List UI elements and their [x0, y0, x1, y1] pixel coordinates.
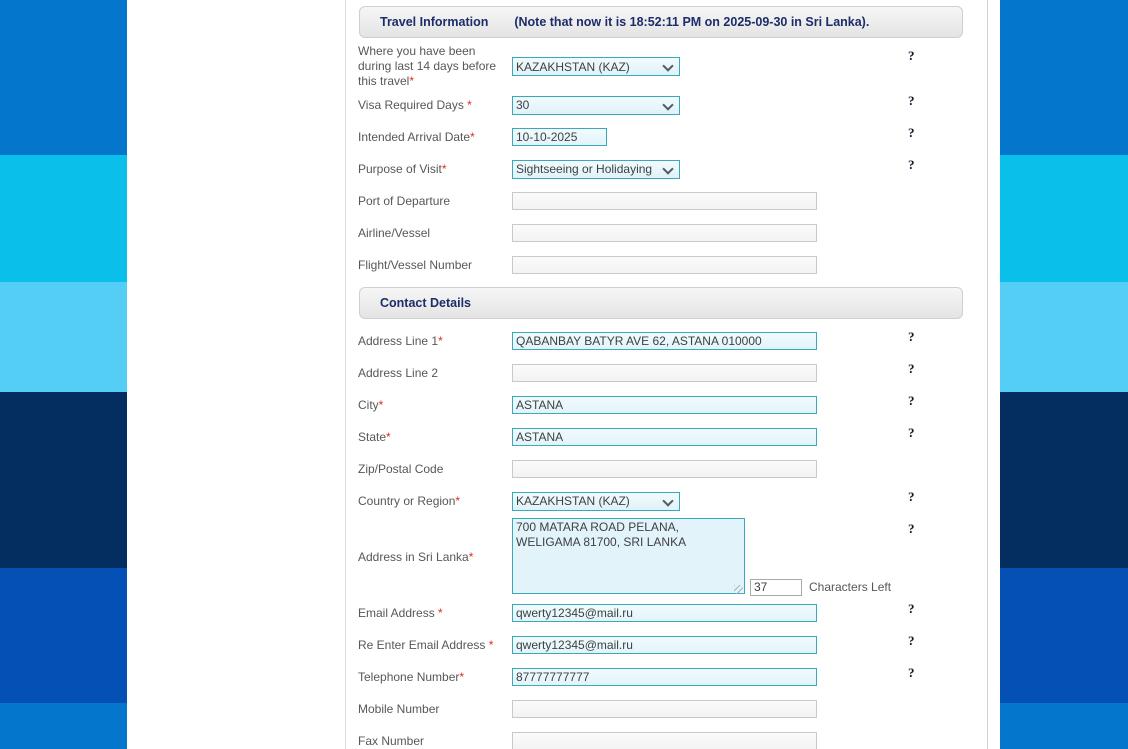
- field-help-mobile-number: [908, 693, 987, 697]
- email-address-input[interactable]: [512, 604, 817, 622]
- field-row-address-line-1: [346, 325, 987, 357]
- field-control-zip-postal-code: [512, 460, 908, 478]
- field-label-text: Flight/Vessel Number: [358, 257, 473, 272]
- visa-days-select-wrap: [512, 96, 680, 115]
- field-label-purpose: [358, 162, 512, 177]
- field-label-text: Intended Arrival Date: [358, 129, 471, 144]
- field-label-text: Address Line 2: [358, 365, 439, 380]
- stripe-navy: [1000, 392, 1128, 568]
- field-label-text: Where you have been during last 14 days before this travel: [358, 44, 497, 88]
- required-asterisk: *: [467, 97, 472, 112]
- characters-left-input[interactable]: [750, 579, 802, 596]
- flight-vessel-number-input: [512, 256, 817, 274]
- application-form-panel: [345, 0, 988, 749]
- help-icon[interactable]: ?: [908, 48, 915, 63]
- field-control-fax-number: [512, 732, 908, 749]
- field-row-address-sri-lanka: [346, 517, 987, 597]
- stripe-royal: [0, 568, 127, 703]
- telephone-number-input[interactable]: [512, 668, 817, 686]
- help-icon[interactable]: ?: [908, 157, 915, 172]
- field-label-text: Telephone Number: [358, 669, 460, 684]
- field-help-arrival-date: [908, 121, 987, 141]
- field-label-text: Email Address: [358, 605, 439, 620]
- section-title: Travel Information: [380, 15, 489, 29]
- stripe-royal: [1000, 568, 1128, 703]
- field-row-flight-vessel-number: [346, 249, 987, 281]
- where-been-select[interactable]: [512, 57, 680, 76]
- characters-left-label: Characters Left: [809, 580, 892, 594]
- field-row-state: [346, 421, 987, 453]
- required-asterisk: *: [438, 333, 443, 348]
- stripe-sky: [1000, 282, 1128, 392]
- address-sri-lanka-textarea-wrap: [512, 518, 745, 597]
- field-label-text: Fax Number: [358, 733, 425, 748]
- field-help-port-departure: [908, 185, 987, 189]
- field-label-text: State: [358, 429, 387, 444]
- required-asterisk: *: [409, 74, 415, 88]
- help-icon[interactable]: ?: [908, 489, 915, 504]
- required-asterisk: *: [438, 605, 443, 620]
- field-control-re-enter-email: [512, 636, 908, 654]
- field-help-where-been: [908, 44, 987, 64]
- city-input[interactable]: [512, 396, 817, 414]
- field-label-state: [358, 430, 512, 445]
- left-stripe-band: [0, 0, 127, 749]
- field-control-state: [512, 428, 908, 446]
- field-row-address-line-2: [346, 357, 987, 389]
- airline-vessel-input: [512, 224, 817, 242]
- required-asterisk: *: [488, 637, 494, 652]
- where-been-select-wrap: [512, 57, 680, 76]
- field-help-address-line-2: [908, 357, 987, 377]
- field-help-visa-days: [908, 89, 987, 109]
- stripe-cyan: [1000, 155, 1128, 282]
- field-control-airline-vessel: [512, 224, 908, 242]
- field-control-city: [512, 396, 908, 414]
- field-label-text: Airline/Vessel: [358, 225, 431, 240]
- characters-left-group: [750, 579, 891, 596]
- field-label-text: Address Line 1: [358, 333, 439, 348]
- field-help-telephone-number: [908, 661, 987, 681]
- field-label-text: Re Enter Email Address: [358, 637, 489, 652]
- field-help-state: [908, 421, 987, 441]
- required-asterisk: *: [459, 669, 465, 684]
- stripe-azure: [1000, 0, 1128, 155]
- field-row-email-address: [346, 597, 987, 629]
- required-asterisk: *: [378, 397, 384, 412]
- field-control-address-line-2: [512, 364, 908, 382]
- field-control-country-region: [512, 492, 908, 511]
- field-help-address-line-1: [908, 325, 987, 345]
- help-icon[interactable]: ?: [908, 665, 915, 680]
- stripe-azure-2: [0, 703, 127, 749]
- help-icon[interactable]: ?: [908, 393, 915, 408]
- field-label-text: Zip/Postal Code: [358, 461, 444, 476]
- field-label-email-address: [358, 606, 512, 621]
- required-asterisk: *: [455, 493, 461, 508]
- stripe-navy: [0, 392, 127, 568]
- fax-number-input: [512, 732, 817, 749]
- purpose-select[interactable]: [512, 160, 680, 179]
- section-rows-contact-details: [346, 322, 987, 749]
- address-line-2-input: [512, 364, 817, 382]
- section-rows-travel-information: [346, 41, 987, 281]
- field-control-telephone-number: [512, 668, 908, 686]
- field-control-port-departure: [512, 192, 908, 210]
- field-control-address-sri-lanka: [512, 518, 908, 597]
- stripe-azure-2: [1000, 703, 1128, 749]
- stripe-sky: [0, 282, 127, 392]
- field-row-purpose: [346, 153, 987, 185]
- field-help-purpose: [908, 153, 987, 173]
- field-label-mobile-number: [358, 702, 512, 717]
- section-title: Contact Details: [380, 296, 471, 310]
- help-icon[interactable]: ?: [908, 425, 915, 440]
- field-label-text: Port of Departure: [358, 193, 451, 208]
- field-row-mobile-number: [346, 693, 987, 725]
- field-row-telephone-number: [346, 661, 987, 693]
- field-row-zip-postal-code: [346, 453, 987, 485]
- address-sri-lanka-textarea[interactable]: [512, 518, 745, 594]
- field-control-mobile-number: [512, 700, 908, 718]
- help-icon[interactable]: ?: [908, 361, 915, 376]
- field-control-arrival-date: [512, 128, 908, 146]
- field-control-visa-days: [512, 96, 908, 115]
- field-label-arrival-date: [358, 130, 512, 145]
- required-asterisk: *: [441, 161, 447, 176]
- purpose-select-wrap: [512, 160, 680, 179]
- field-row-re-enter-email: [346, 629, 987, 661]
- address-line-1-input[interactable]: [512, 332, 817, 350]
- re-enter-email-input[interactable]: [512, 636, 817, 654]
- field-row-visa-days: [346, 89, 987, 121]
- right-stripe-band: [1000, 0, 1128, 749]
- field-label-text: Country or Region: [358, 493, 456, 508]
- field-row-where-been: [346, 44, 987, 89]
- field-label-text: City: [358, 397, 379, 412]
- field-row-fax-number: [346, 725, 987, 749]
- field-help-re-enter-email: [908, 629, 987, 649]
- field-label-fax-number: [358, 734, 512, 749]
- mobile-number-input: [512, 700, 817, 718]
- field-label-port-departure: [358, 194, 512, 209]
- zip-postal-code-input: [512, 460, 817, 478]
- field-label-telephone-number: [358, 670, 512, 685]
- field-label-flight-vessel-number: [358, 258, 512, 273]
- help-icon[interactable]: ?: [908, 521, 915, 536]
- stripe-azure: [0, 0, 127, 155]
- country-region-select-wrap: [512, 492, 680, 511]
- section-header-travel-information: [359, 6, 963, 38]
- state-input[interactable]: [512, 428, 817, 446]
- section-header-contact-details: [359, 287, 963, 319]
- field-help-fax-number: [908, 725, 987, 729]
- field-label-visa-days: [358, 98, 512, 113]
- help-icon[interactable]: ?: [908, 601, 915, 616]
- field-label-text: Mobile Number: [358, 701, 440, 716]
- field-help-flight-vessel-number: [908, 249, 987, 253]
- form-sections: [346, 6, 987, 749]
- field-control-purpose: [512, 160, 908, 179]
- field-label-zip-postal-code: [358, 462, 512, 477]
- arrival-date-input[interactable]: [512, 128, 607, 146]
- field-label-city: [358, 398, 512, 413]
- field-label-country-region: [358, 494, 512, 509]
- field-label-text: Visa Required Days: [358, 97, 468, 112]
- help-icon[interactable]: ?: [908, 633, 915, 648]
- field-row-port-departure: [346, 185, 987, 217]
- field-control-email-address: [512, 604, 908, 622]
- field-help-airline-vessel: [908, 217, 987, 221]
- port-departure-input: [512, 192, 817, 210]
- resize-handle-icon: [734, 585, 743, 594]
- field-label-address-line-2: [358, 366, 512, 381]
- visa-days-select[interactable]: [512, 96, 680, 115]
- field-row-airline-vessel: [346, 217, 987, 249]
- field-help-address-sri-lanka: [908, 517, 987, 537]
- field-label-address-line-1: [358, 334, 512, 349]
- field-control-flight-vessel-number: [512, 256, 908, 274]
- field-control-address-line-1: [512, 332, 908, 350]
- field-label-text: Address in Sri Lanka: [358, 549, 469, 564]
- field-help-city: [908, 389, 987, 409]
- required-asterisk: *: [468, 549, 474, 564]
- required-asterisk: *: [386, 429, 391, 444]
- stripe-cyan: [0, 155, 127, 282]
- field-help-email-address: [908, 597, 987, 617]
- help-icon[interactable]: ?: [908, 125, 915, 140]
- field-label-address-sri-lanka: [358, 550, 512, 565]
- field-row-arrival-date: [346, 121, 987, 153]
- field-label-re-enter-email: [358, 638, 512, 653]
- field-label-where-been: [358, 44, 512, 89]
- field-help-country-region: [908, 485, 987, 505]
- field-row-country-region: [346, 485, 987, 517]
- help-icon[interactable]: ?: [908, 93, 915, 108]
- required-asterisk: *: [470, 129, 475, 144]
- field-row-city: [346, 389, 987, 421]
- field-control-where-been: [512, 57, 908, 76]
- section-note: (Note that now it is 18:52:11 PM on 2025-09-30 in Sri Lanka).: [514, 15, 870, 29]
- country-region-select[interactable]: [512, 492, 680, 511]
- field-label-text: Purpose of Visit: [358, 161, 442, 176]
- field-help-zip-postal-code: [908, 453, 987, 457]
- field-label-airline-vessel: [358, 226, 512, 241]
- help-icon[interactable]: ?: [908, 329, 915, 344]
